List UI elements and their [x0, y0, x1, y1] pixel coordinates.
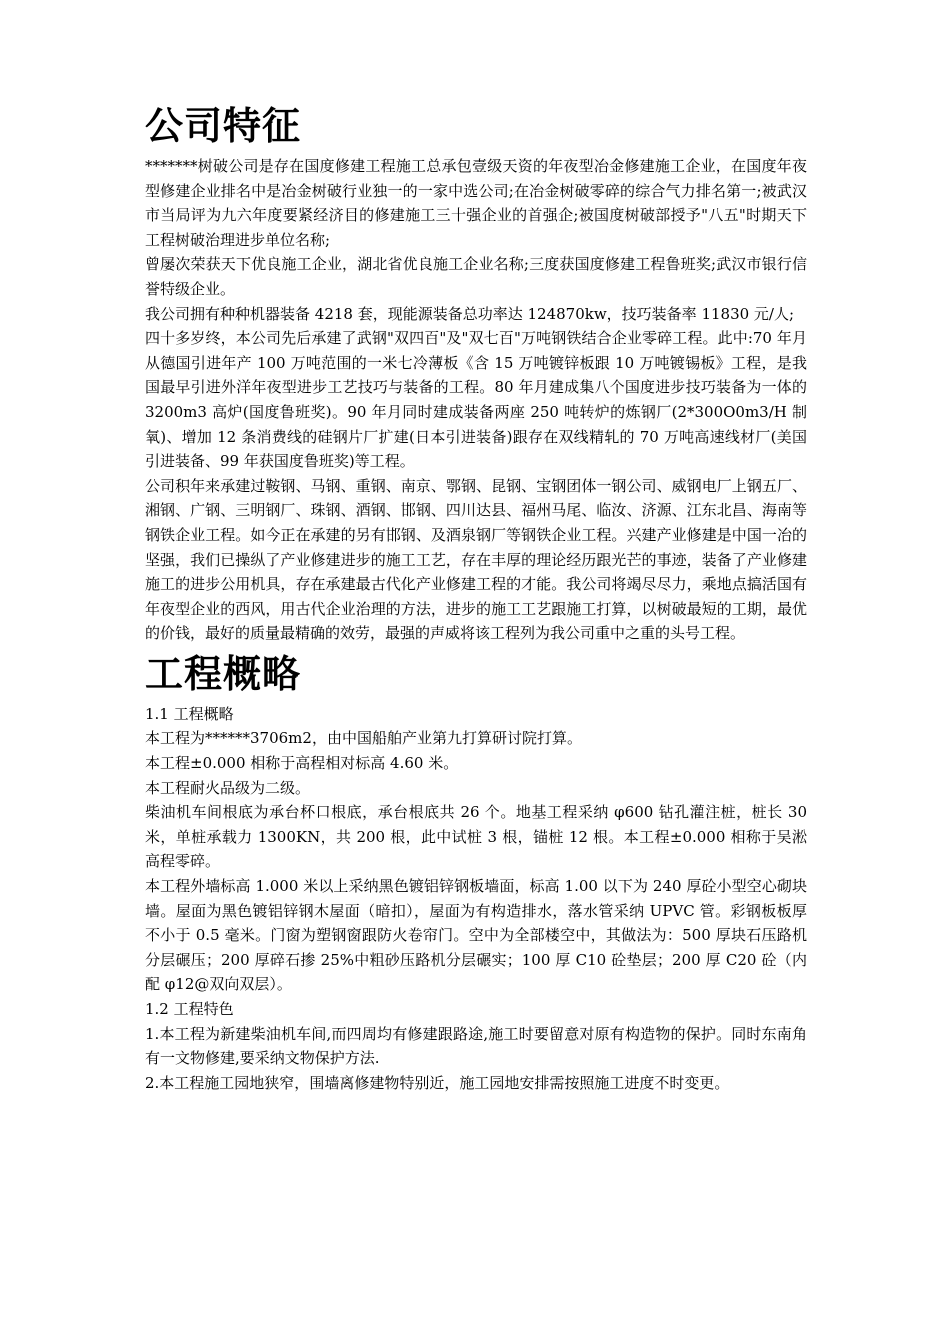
subsection-heading: 1.1 工程概略 — [145, 704, 234, 723]
paragraph: *******树破公司是存在国度修建工程施工总承包壹级天资的年夜型冶金修建施工企业，在国度年夜型修建企业排名中是冶金树破行业独一的一家中选公司;在冶金树破零碎的综合气力排名第一;被武汉市当局评为九六年度要紧经济目的修建施工三十强企业的首强企;被国度树破部授予"八五"时期天下工程树破治理进步单位名称; — [145, 157, 807, 249]
paragraph: 本工程耐火品级为二级。 — [145, 778, 311, 797]
document-body — [145, 98, 807, 1095]
project-overview-text — [145, 702, 807, 1096]
paragraph: 公司积年来承建过鞍钢、马钢、重钢、南京、鄂钢、昆钢、宝钢团体一钢公司、威钢电厂上钢五厂、湘钢、广钢、三明钢厂、珠钢、酒钢、邯钢、四川达县、福州马尾、临汝、济源、江东北昌、海南等钢铁企业工程。如今正在承建的另有邯钢、及酒泉钢厂等钢铁企业工程。兴建产业修建是中国一冶的坚强，我们已操纵了产业修建进步的施工工艺，存在丰厚的理论经历跟光芒的事迹，装备了产业修建施工的进步公用机具，存在承建最古代化产业修建工程的才能。我公司将竭尽尽力，乘地点搞活国有年夜型企业的西风，用古代企业治理的方法，进步的施工工艺跟施工打算，以树破最短的工期，最优的价钱，最好的质量最精确的效劳，最强的声威将该工程列为我公司重中之重的头号工程。 — [145, 476, 807, 643]
subsection-heading: 1.2 工程特色 — [145, 1000, 234, 1018]
paragraph: 柴油机车间根底为承台杯口根底，承台根底共 26 个。地基工程采纳 φ600 钻孔灌注桩，桩长 30 米，单桩承载力 1300KN，共 200 根，此中试桩 3 根，锚桩 12 根。本工程±0.000 相称于吴淞高程零碎。 — [145, 803, 807, 871]
section-heading-company-features: 公司特征 — [145, 104, 302, 148]
paragraph: 本工程外墙标高 1.000 米以上采纳黑色镀铝锌钢板墙面，标高 1.00 以下为 240 厚砼小型空心砌块墙。屋面为黑色镀铝锌钢木屋面（暗扣），屋面为有构造排水，落水管采纳 UPVC 管。彩钢板板厚不小于 0.5 毫米。门窗为塑钢窗跟防火卷帘门。空中为全部楼空中，其做法为：500 厚块石压路机分层碾压；200 厚碎石掺 25%中粗砂压路机分层碾实；100 厚 C10 砼垫层；200 厚 C20 砼（内配 φ12@双向双层）。 — [145, 877, 807, 994]
paragraph: 本工程为******3706m2，由中国船舶产业第九打算研讨院打算。 — [145, 729, 582, 748]
paragraph: 我公司拥有种种机器装备 4218 套，现能源装备总功率达 124870kw，技巧装备率 11830 元/人; — [145, 304, 795, 323]
paragraph: 2.本工程施工园地狭窄，围墙离修建物特别近，施工园地安排需按照施工进度不时变更。 — [145, 1073, 730, 1092]
section-heading-project-overview: 工程概略 — [145, 651, 302, 696]
paragraph: 1.本工程为新建柴油机车间,而四周均有修建跟路途,施工时要留意对原有构造物的保护。同时东南角有一文物修建,要采纳文物保护方法. — [145, 1024, 807, 1068]
paragraph: 本工程±0.000 相称于高程相对标高 4.60 米。 — [145, 754, 459, 773]
company-features-text — [145, 154, 807, 646]
paragraph: 曾屡次荣获天下优良施工企业，湖北省优良施工企业名称;三度获国度修建工程鲁班奖;武汉市银行信誉特级企业。 — [145, 255, 807, 298]
paragraph: 四十多岁终，本公司先后承建了武钢"双四百"及"双七百"万吨钢铁结合企业零碎工程。此中:70 年月从德国引进年产 100 万吨范围的一米七冷薄板《含 15 万吨镀锌板跟 10 万吨镀锡板》工程，是我国最早引进外洋年夜型进步工艺技巧与装备的工程。80 年月建成集八个国度进步技巧装备为一体的 3200m3 高炉(国度鲁班奖)。90 年月同时建成装备两座 250 吨转炉的炼钢厂(2*300O0m3/H 制氧)、增加 12 条消费线的硅钢片厂扩建(日本引进装备)跟存在双线精轧的 70 万吨高速线材厂(美国引进装备、99 年获国度鲁班奖)等工程。 — [145, 329, 807, 471]
